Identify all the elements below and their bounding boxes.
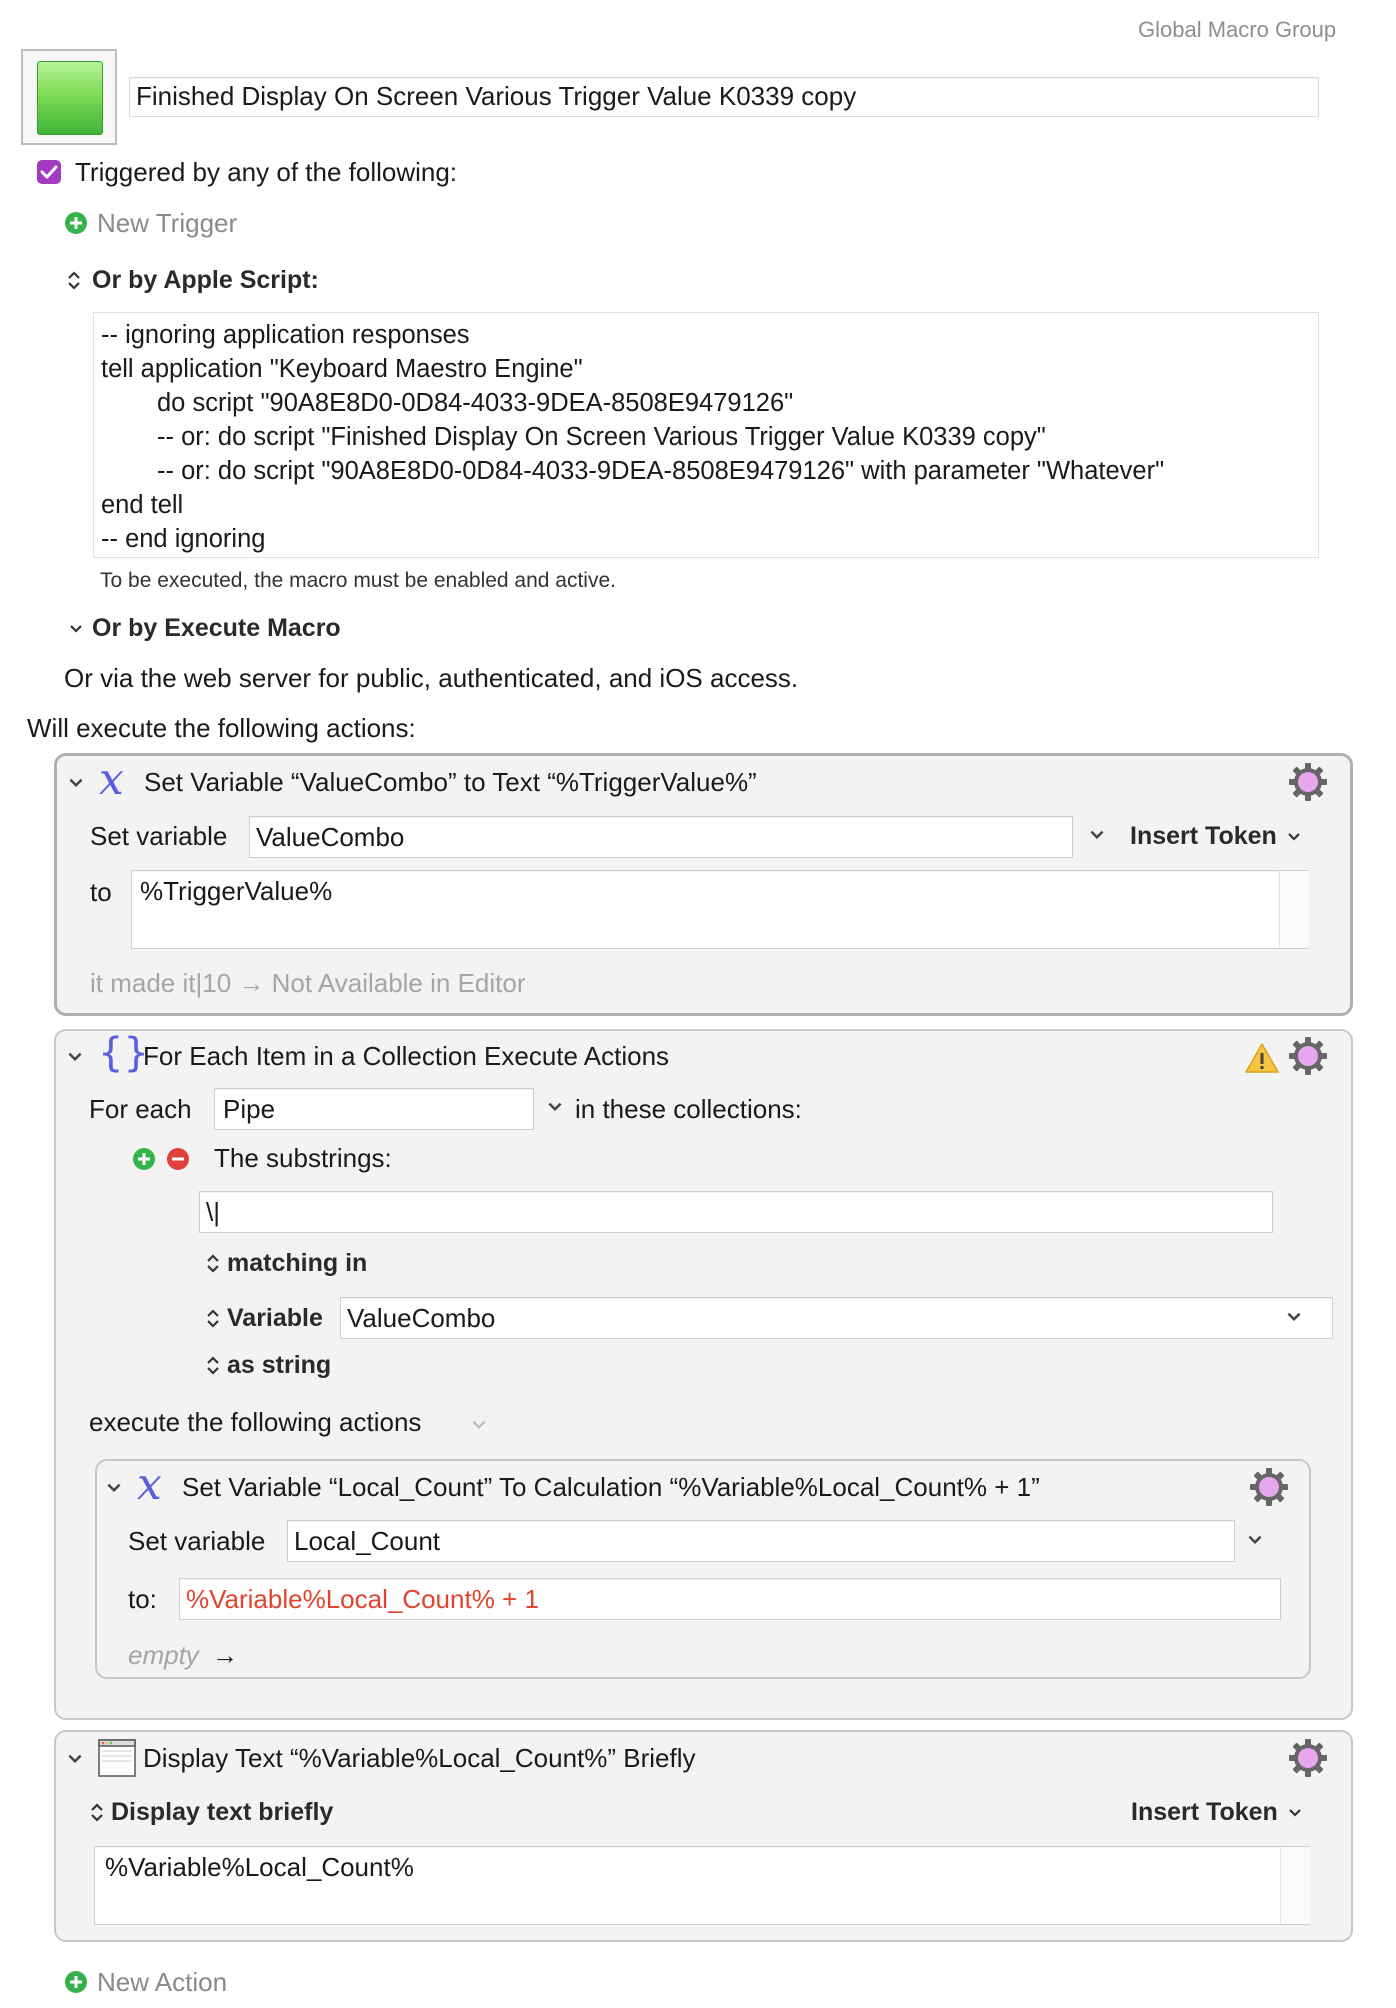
updown-chevron-icon xyxy=(205,1251,221,1275)
action-set-variable-valuecombo[interactable] xyxy=(54,753,1353,1016)
macro-icon-well[interactable] xyxy=(21,49,117,145)
as-string-label: as string xyxy=(227,1351,332,1379)
result-preview xyxy=(128,1639,328,1671)
collections-label: in these collections: xyxy=(575,1094,802,1124)
applescript-heading: Or by Apple Script: xyxy=(92,266,319,294)
script-line: tell application "Keyboard Maestro Engine" xyxy=(101,355,583,383)
chevron-down-icon[interactable] xyxy=(105,1479,123,1497)
updown-chevron-icon xyxy=(205,1353,221,1377)
add-icon xyxy=(64,1970,88,1994)
remove-collection-icon[interactable] xyxy=(166,1147,190,1171)
chevron-down-icon[interactable] xyxy=(1246,1531,1264,1549)
action-title: For Each Item in a Collection Execute Actions xyxy=(143,1041,670,1071)
new-trigger-label: New Trigger xyxy=(97,208,238,238)
insert-token-button[interactable] xyxy=(1131,1796,1311,1828)
execute-macro-toggle[interactable] xyxy=(66,612,386,644)
macro-group-label: Global Macro Group xyxy=(1138,17,1337,42)
execute-actions-label: execute the following actions xyxy=(89,1407,422,1437)
set-variable-label: Set variable xyxy=(90,821,228,851)
action-title: Set Variable “ValueCombo” to Text “%TriggerValue%” xyxy=(144,767,757,797)
to-label: to xyxy=(90,877,112,907)
chevron-down-icon[interactable] xyxy=(1285,1308,1303,1326)
result-empty: empty xyxy=(128,1640,199,1670)
add-collection-icon[interactable] xyxy=(132,1147,156,1171)
set-variable-label: Set variable xyxy=(128,1526,266,1556)
text-value-field[interactable]: %TriggerValue% xyxy=(131,870,1309,949)
chevron-down-icon[interactable] xyxy=(470,1416,488,1434)
macro-icon xyxy=(37,61,103,135)
warning-icon[interactable] xyxy=(1244,1042,1280,1074)
calculation-field[interactable]: %Variable%Local_Count% + 1 xyxy=(179,1578,1281,1620)
chevron-down-icon[interactable] xyxy=(66,1750,84,1768)
display-text-field[interactable]: %Variable%Local_Count% xyxy=(94,1846,1310,1925)
triggered-label: Triggered by any of the following: xyxy=(75,157,458,187)
insert-token-label: Insert Token xyxy=(1130,822,1277,850)
gear-icon[interactable] xyxy=(1249,1467,1289,1507)
braces-icon: {} xyxy=(98,1030,149,1076)
text-field-scrollbar[interactable] xyxy=(1280,1847,1310,1924)
to-label: to: xyxy=(128,1584,157,1614)
variable-name-field[interactable]: Local_Count xyxy=(287,1520,1235,1562)
chevron-down-icon[interactable] xyxy=(546,1098,564,1116)
window-icon xyxy=(98,1739,136,1777)
matching-in-toggle[interactable] xyxy=(205,1247,405,1279)
action-title: Display Text “%Variable%Local_Count%” Briefly xyxy=(143,1743,696,1773)
source-variable-field[interactable]: ValueCombo xyxy=(340,1297,1333,1339)
execute-macro-heading: Or by Execute Macro xyxy=(92,614,341,642)
script-line: -- ignoring application responses xyxy=(101,321,470,349)
updown-chevron-icon xyxy=(66,268,82,292)
display-mode-label: Display text briefly xyxy=(111,1798,334,1826)
chevron-down-icon xyxy=(68,621,84,637)
updown-chevron-icon xyxy=(205,1306,221,1330)
insert-token-label: Insert Token xyxy=(1131,1798,1278,1826)
variable-x-icon: 𝑥 xyxy=(99,754,124,805)
as-string-toggle[interactable] xyxy=(205,1349,405,1381)
script-note: To be executed, the macro must be enabled and active. xyxy=(100,569,616,592)
action-for-each[interactable] xyxy=(54,1029,1353,1720)
substrings-label: The substrings: xyxy=(214,1143,392,1173)
gear-icon[interactable] xyxy=(1288,1036,1328,1076)
web-server-text: Or via the web server for public, authenticated, and iOS access. xyxy=(64,663,799,693)
new-action-label: New Action xyxy=(97,1967,228,1997)
display-mode-toggle[interactable] xyxy=(89,1796,369,1828)
result-arrow: → xyxy=(212,1640,238,1670)
macro-name-field[interactable]: Finished Display On Screen Various Trigger Value K0339 copy xyxy=(129,77,1319,117)
add-icon xyxy=(64,211,88,235)
checkmark-icon xyxy=(37,160,61,184)
script-line: -- or: do script "Finished Display On Screen Various Trigger Value K0339 copy" xyxy=(157,423,1046,451)
for-each-label: For each xyxy=(89,1094,192,1124)
gear-icon[interactable] xyxy=(1288,762,1328,802)
applescript-toggle[interactable] xyxy=(66,264,386,296)
action-result: it made it|10 → Not Available in Editor xyxy=(90,968,526,998)
chevron-down-icon[interactable] xyxy=(1088,826,1106,844)
action-title: Set Variable “Local_Count” To Calculation “%Variable%Local_Count% + 1” xyxy=(182,1472,1040,1502)
gear-icon[interactable] xyxy=(1288,1738,1328,1778)
text-field-scrollbar[interactable] xyxy=(1279,871,1309,948)
script-line: do script "90A8E8D0-0D84-4033-9DEA-8508E9479126" xyxy=(157,389,794,417)
new-trigger-button[interactable] xyxy=(64,207,284,239)
substring-field[interactable]: \| xyxy=(199,1191,1273,1233)
script-line: -- or: do script "90A8E8D0-0D84-4033-9DEA-8508E9479126" with parameter "Whatever" xyxy=(157,457,1165,485)
chevron-down-icon xyxy=(1286,829,1302,845)
applescript-box[interactable] xyxy=(93,312,1319,558)
script-line: -- end ignoring xyxy=(101,525,266,553)
script-line: end tell xyxy=(101,491,184,519)
chevron-down-icon xyxy=(1287,1805,1303,1821)
nested-action-set-local-count[interactable] xyxy=(95,1459,1311,1679)
variable-x-icon: 𝑥 xyxy=(137,1459,162,1510)
triggered-checkbox[interactable] xyxy=(37,160,61,184)
for-each-variable-field[interactable]: Pipe xyxy=(214,1088,534,1130)
actions-heading: Will execute the following actions: xyxy=(27,713,416,743)
chevron-down-icon[interactable] xyxy=(67,774,85,792)
insert-token-button[interactable] xyxy=(1130,820,1310,852)
new-action-button[interactable] xyxy=(64,1966,284,1998)
action-display-text[interactable] xyxy=(54,1730,1353,1942)
variable-label: Variable xyxy=(227,1304,323,1332)
variable-name-field[interactable]: ValueCombo xyxy=(249,816,1073,858)
matching-in-label: matching in xyxy=(227,1249,368,1277)
chevron-down-icon[interactable] xyxy=(66,1048,84,1066)
variable-source-toggle[interactable] xyxy=(205,1302,345,1334)
updown-chevron-icon xyxy=(89,1800,105,1824)
